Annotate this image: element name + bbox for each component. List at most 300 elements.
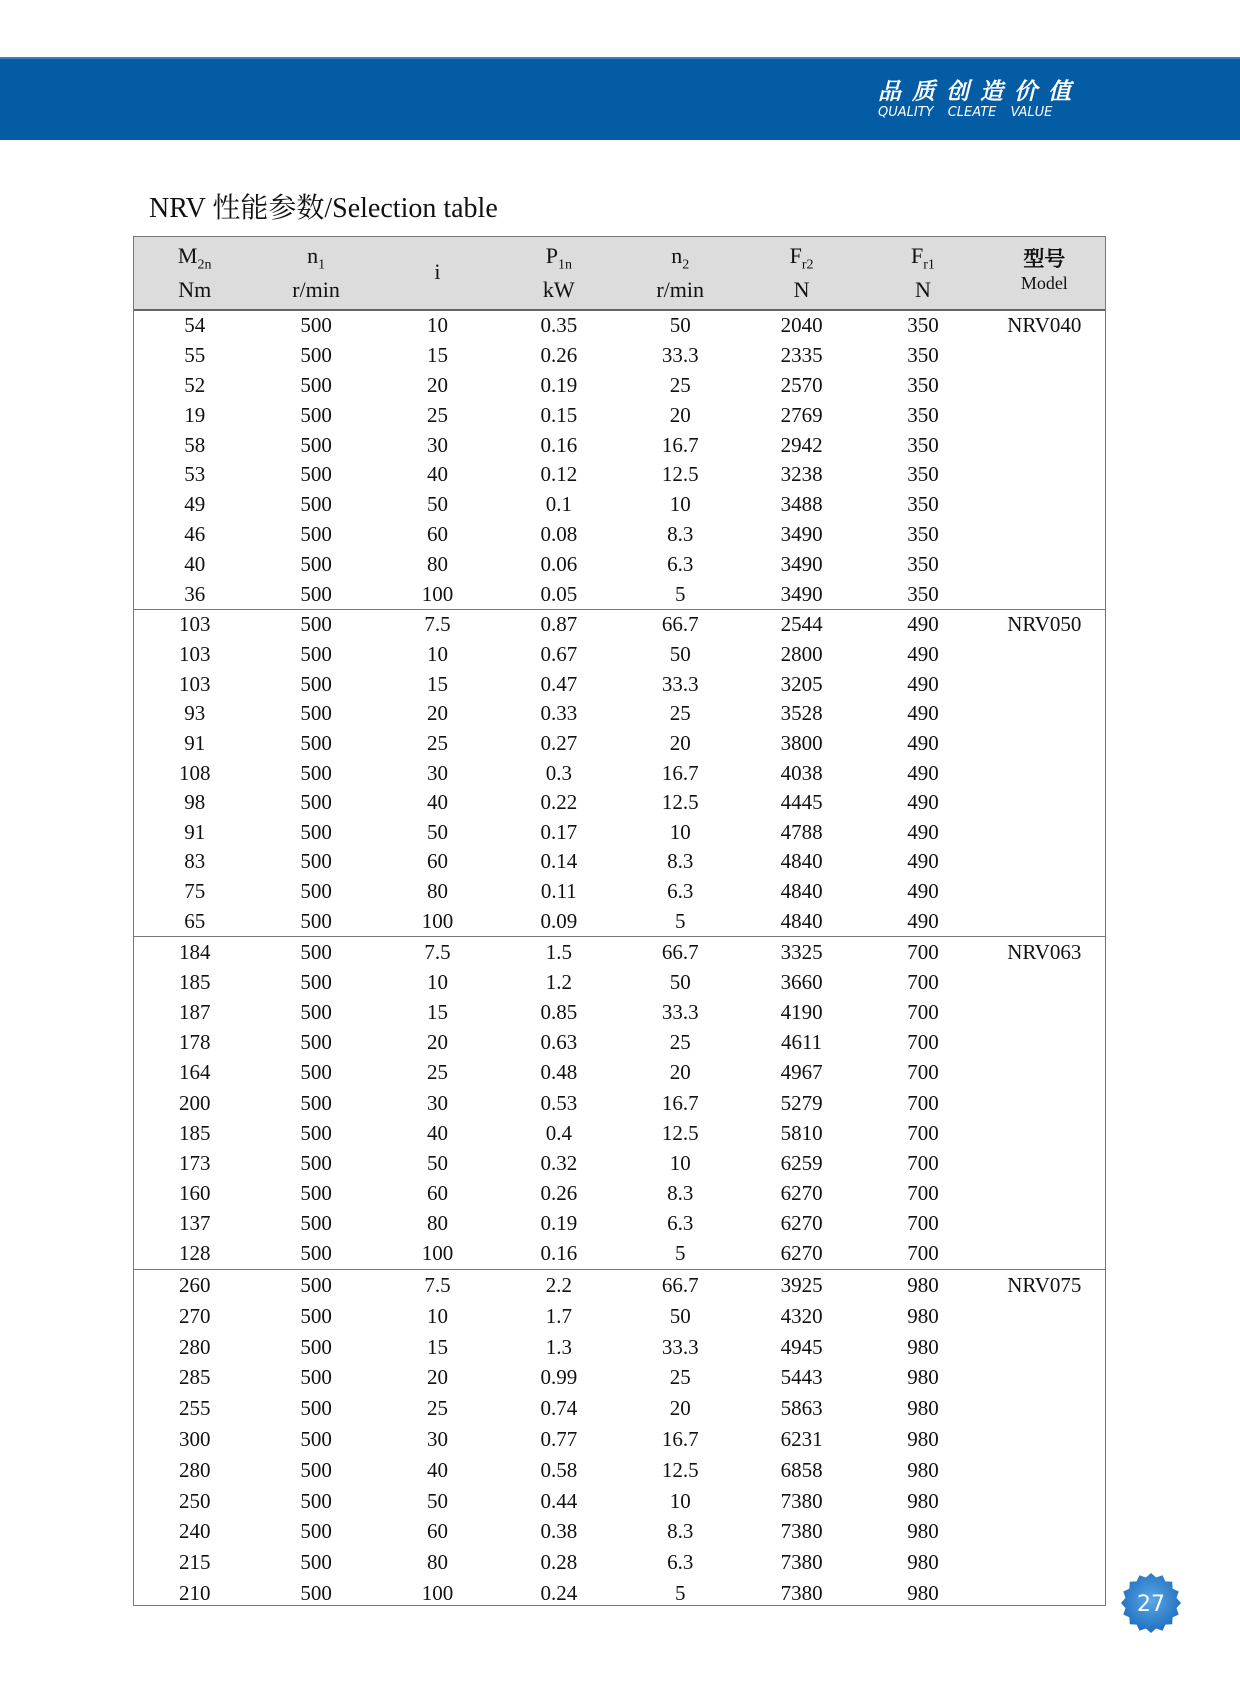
table-cell: 0.15 (540, 402, 578, 427)
table-cell: 50 (669, 641, 691, 666)
table-cell: 1.3 (545, 1334, 572, 1359)
table-cell: 2942 (780, 432, 823, 457)
table-row (134, 699, 1105, 729)
table-cell: 5279 (780, 1090, 823, 1115)
table-cell: 2544 (780, 612, 823, 637)
table-cell: 500 (300, 879, 332, 904)
table-cell: 36 (184, 581, 206, 606)
table-cell: 980 (907, 1581, 939, 1606)
table-cell: 137 (178, 1211, 211, 1236)
table-row (134, 1058, 1105, 1088)
table-cell: 8.3 (667, 521, 694, 546)
table-cell: 350 (907, 492, 939, 517)
table-row (134, 729, 1105, 759)
table-row (134, 758, 1105, 788)
table-cell: 25 (426, 730, 448, 755)
table-cell: 178 (178, 1030, 211, 1055)
table-row (134, 1209, 1105, 1239)
table-cell: 0.09 (540, 908, 578, 933)
table-cell: 3490 (780, 521, 823, 546)
table-cell: 16.7 (661, 432, 699, 457)
table-cell: 4967 (780, 1060, 823, 1085)
slogan-english: QUALITY CLEATE VALUE (878, 105, 1053, 120)
table-cell: 0.26 (540, 1181, 578, 1206)
table-cell: 3528 (780, 701, 823, 726)
table-cell: 260 (178, 1272, 211, 1297)
table-cell: 55 (184, 343, 206, 368)
table-cell: 4611 (780, 1030, 823, 1055)
table-row (134, 1393, 1105, 1424)
table-cell: 500 (300, 1581, 332, 1606)
header-symbol: M (177, 243, 198, 268)
header-unit: Nm (178, 277, 212, 302)
table-cell: 20 (426, 1365, 448, 1390)
table-cell: 25 (669, 701, 691, 726)
table-cell: 0.99 (540, 1365, 578, 1390)
table-cell: 7380 (780, 1519, 823, 1544)
table-cell: 500 (300, 641, 332, 666)
table-cell: 980 (907, 1365, 939, 1390)
model-cell: NRV063 (1007, 939, 1082, 964)
table-cell: 500 (300, 372, 332, 397)
table-cell: 490 (907, 879, 939, 904)
table-cell: 4190 (780, 999, 823, 1024)
table-cell: 350 (907, 462, 939, 487)
header-cell (862, 237, 983, 309)
table-cell: 500 (300, 1030, 332, 1055)
table-cell: 980 (907, 1550, 939, 1575)
header-symbol-wrap (741, 243, 862, 273)
table-cell: 980 (907, 1396, 939, 1421)
table-cell: 500 (300, 819, 332, 844)
table-cell: 280 (178, 1457, 211, 1482)
table-cell: 50 (669, 313, 691, 338)
table-cell: 500 (300, 402, 332, 427)
table-cell: 0.14 (540, 849, 578, 874)
table-row (134, 579, 1105, 609)
table-cell: 33.3 (661, 999, 699, 1024)
table-cell: 700 (907, 1181, 939, 1206)
table-cell: 490 (907, 701, 939, 726)
table-cell: 0.28 (540, 1550, 578, 1575)
table-cell: 0.19 (540, 1211, 578, 1236)
table-cell: 15 (426, 343, 448, 368)
slogan-chinese: 品质创造价值 (878, 79, 1082, 105)
header-unit: N (914, 277, 931, 302)
table-cell: 40 (426, 462, 448, 487)
table-cell: 700 (907, 1211, 939, 1236)
table-cell: 103 (178, 612, 211, 637)
table-row (134, 877, 1105, 907)
table-cell: 500 (300, 462, 332, 487)
page-number: 27 (1137, 1592, 1165, 1617)
table-cell: 980 (907, 1334, 939, 1359)
table-cell: 100 (421, 581, 454, 606)
header-symbol-wrap (862, 243, 983, 273)
table-cell: 490 (907, 819, 939, 844)
table-cell: 80 (426, 879, 448, 904)
table-cell: 20 (669, 730, 691, 755)
table-row (134, 967, 1105, 997)
table-cell: 6.3 (667, 1550, 694, 1575)
table-cell: 93 (184, 701, 206, 726)
table-cell: 215 (178, 1550, 211, 1575)
table-cell: 700 (907, 1150, 939, 1175)
table-cell: 350 (907, 402, 939, 427)
table-cell: 0.58 (540, 1457, 578, 1482)
page-title: NRV 性能参数/Selection table (149, 193, 498, 224)
model-cell: NRV075 (1007, 1272, 1082, 1297)
table-cell: 500 (300, 612, 332, 637)
table-cell: 50 (426, 1488, 448, 1513)
table-cell: 6270 (780, 1211, 823, 1236)
table-cell: 8.3 (667, 1519, 694, 1544)
table-cell: 6270 (780, 1181, 823, 1206)
table-cell: 10 (669, 492, 691, 517)
table-cell: 0.06 (540, 551, 578, 576)
table-cell: 0.27 (540, 730, 578, 755)
table-cell: 490 (907, 612, 939, 637)
table-row (134, 669, 1105, 699)
table-cell: 500 (300, 1150, 332, 1175)
table-cell: 270 (178, 1303, 211, 1328)
table-cell: 128 (178, 1241, 211, 1266)
table-cell: 98 (184, 790, 206, 815)
table-cell: 4945 (780, 1334, 823, 1359)
table-cell: 500 (300, 701, 332, 726)
table-cell: 350 (907, 432, 939, 457)
table-cell: 6259 (780, 1150, 823, 1175)
model-group (134, 610, 1105, 937)
table-cell: 10 (669, 819, 691, 844)
header-subscript: 2 (682, 257, 690, 273)
table-row (134, 1486, 1105, 1517)
table-cell: 60 (426, 1181, 448, 1206)
table-cell: 54 (184, 313, 206, 338)
table-cell: 350 (907, 521, 939, 546)
header-cell (134, 237, 255, 309)
model-cell: NRV050 (1007, 612, 1082, 637)
table-cell: 240 (178, 1519, 211, 1544)
table-cell: 980 (907, 1457, 939, 1482)
header-subscript: r2 (801, 257, 814, 273)
table-row (134, 400, 1105, 430)
table-cell: 108 (178, 760, 211, 785)
table-cell: 0.32 (540, 1150, 578, 1175)
table-cell: 700 (907, 1120, 939, 1145)
table-cell: 20 (426, 701, 448, 726)
table-cell: 700 (907, 969, 939, 994)
table-cell: 500 (300, 730, 332, 755)
table-cell: 185 (178, 1120, 211, 1145)
table-cell: 12.5 (661, 1457, 699, 1482)
table-cell: 500 (300, 671, 332, 696)
table-header (134, 237, 1105, 311)
table-cell: 30 (426, 760, 448, 785)
table-cell: 0.12 (540, 462, 578, 487)
table-cell: 500 (300, 1488, 332, 1513)
table-cell: 3488 (780, 492, 823, 517)
header-unit: Model (1020, 273, 1068, 293)
table-cell: 700 (907, 999, 939, 1024)
header-symbol-wrap (498, 243, 619, 273)
header-subscript: 1 (318, 257, 326, 273)
table-cell: 500 (300, 1334, 332, 1359)
table-cell: 16.7 (661, 1090, 699, 1115)
table-cell: 6270 (780, 1241, 823, 1266)
table-cell: 185 (178, 969, 211, 994)
table-cell: 500 (300, 849, 332, 874)
table-cell: 60 (426, 849, 448, 874)
table-cell: 500 (300, 492, 332, 517)
table-cell: 490 (907, 730, 939, 755)
table-cell: 500 (300, 1365, 332, 1390)
page-number-badge (1120, 1572, 1182, 1634)
table-cell: 280 (178, 1334, 211, 1359)
table-cell: 700 (907, 939, 939, 964)
table-row (134, 1028, 1105, 1058)
header-symbol: 型号 (1023, 247, 1066, 271)
table-cell: 6.3 (667, 879, 694, 904)
table-cell: 20 (669, 402, 691, 427)
table-cell: 4788 (780, 819, 823, 844)
table-cell: 52 (184, 372, 206, 397)
table-cell: 4840 (780, 908, 823, 933)
table-cell: 0.17 (540, 819, 578, 844)
table-cell: 350 (907, 372, 939, 397)
table-cell: 210 (178, 1581, 211, 1606)
table-cell: 25 (426, 1060, 448, 1085)
table-cell: 12.5 (661, 790, 699, 815)
table-cell: 500 (300, 1272, 332, 1297)
table-cell: 6858 (780, 1457, 823, 1482)
table-cell: 3490 (780, 581, 823, 606)
table-cell: 8.3 (667, 849, 694, 874)
table-cell: 33.3 (661, 671, 699, 696)
header-banner (0, 57, 1240, 140)
table-cell: 3325 (780, 939, 823, 964)
table-cell: 500 (300, 1303, 332, 1328)
table-cell: 350 (907, 581, 939, 606)
table-cell: 490 (907, 790, 939, 815)
header-symbol: F (910, 243, 924, 268)
table-cell: 4038 (780, 760, 823, 785)
table-cell: 164 (178, 1060, 211, 1085)
table-cell: 40 (426, 1457, 448, 1482)
table-cell: 10 (426, 1303, 448, 1328)
table-cell: 15 (426, 999, 448, 1024)
table-cell: 2.2 (545, 1272, 572, 1297)
table-cell: 100 (421, 1241, 454, 1266)
table-cell: 500 (300, 999, 332, 1024)
model-group (134, 1270, 1105, 1609)
table-cell: 10 (426, 313, 448, 338)
table-row (134, 490, 1105, 520)
table-cell: 15 (426, 671, 448, 696)
table-cell: 10 (426, 969, 448, 994)
table-cell: 0.87 (540, 612, 578, 637)
table-row (134, 937, 1105, 967)
table-cell: 0.05 (540, 581, 578, 606)
table-cell: 250 (178, 1488, 211, 1513)
table-cell: 12.5 (661, 1120, 699, 1145)
table-row (134, 997, 1105, 1027)
table-cell: 500 (300, 1120, 332, 1145)
table-cell: 350 (907, 313, 939, 338)
table-cell: 40 (426, 790, 448, 815)
table-cell: 58 (184, 432, 206, 457)
table-cell: 285 (178, 1365, 211, 1390)
table-cell: 0.77 (540, 1426, 578, 1451)
table-cell: 2335 (780, 343, 823, 368)
header-symbol: P (545, 243, 558, 268)
header-cell (620, 237, 741, 309)
header-unit: kW (542, 277, 575, 302)
table-cell: 5 (674, 908, 686, 933)
header-subscript: 2n (197, 257, 212, 273)
table-cell: 0.63 (540, 1030, 578, 1055)
table-cell: 25 (669, 372, 691, 397)
table-row (134, 430, 1105, 460)
table-cell: 3800 (780, 730, 823, 755)
table-row (134, 1547, 1105, 1578)
table-cell: 0.47 (540, 671, 578, 696)
table-cell: 0.16 (540, 432, 578, 457)
table-cell: 0.1 (545, 492, 572, 517)
table-cell: 7.5 (424, 1272, 451, 1297)
header-symbol-wrap (620, 243, 741, 273)
table-row (134, 1239, 1105, 1269)
header-unit: r/min (656, 277, 705, 302)
table-cell: 25 (426, 1396, 448, 1421)
table-row (134, 640, 1105, 670)
table-cell: 40 (184, 551, 206, 576)
table-cell: 30 (426, 1426, 448, 1451)
table-cell: 7.5 (424, 939, 451, 964)
table-cell: 500 (300, 551, 332, 576)
table-cell: 66.7 (661, 1272, 699, 1297)
table-cell: 490 (907, 671, 939, 696)
table-cell: 83 (184, 849, 206, 874)
model-cell: NRV040 (1007, 313, 1082, 338)
table-cell: 980 (907, 1272, 939, 1297)
table-cell: 0.26 (540, 343, 578, 368)
table-cell: 6231 (780, 1426, 823, 1451)
table-cell: 25 (426, 402, 448, 427)
header-symbol: i (434, 259, 441, 284)
table-row (134, 1179, 1105, 1209)
header-cell (498, 237, 619, 309)
table-cell: 80 (426, 551, 448, 576)
table-row (134, 371, 1105, 401)
header-symbol: F (789, 243, 802, 268)
table-cell: 500 (300, 760, 332, 785)
table-cell: 0.85 (540, 999, 578, 1024)
table-cell: 50 (426, 1150, 448, 1175)
table-cell: 173 (178, 1150, 211, 1175)
table-cell: 184 (178, 939, 211, 964)
table-cell: 350 (907, 343, 939, 368)
table-cell: 75 (184, 879, 206, 904)
table-cell: 500 (300, 1211, 332, 1236)
header-cell (741, 237, 862, 309)
table-cell: 15 (426, 1334, 448, 1359)
table-cell: 20 (426, 1030, 448, 1055)
table-cell: 187 (178, 999, 211, 1024)
table-cell: 30 (426, 1090, 448, 1115)
table-cell: 490 (907, 849, 939, 874)
table-cell: 980 (907, 1303, 939, 1328)
table-cell: 8.3 (667, 1181, 694, 1206)
table-cell: 103 (178, 641, 211, 666)
table-cell: 490 (907, 641, 939, 666)
table-cell: 500 (300, 790, 332, 815)
table-cell: 4840 (780, 879, 823, 904)
table-cell: 4445 (780, 790, 823, 815)
table-cell: 2769 (780, 402, 823, 427)
table-cell: 0.38 (540, 1519, 578, 1544)
table-cell: 7380 (780, 1488, 823, 1513)
table-cell: 200 (178, 1090, 211, 1115)
table-cell: 500 (300, 343, 332, 368)
table-cell: 0.74 (540, 1396, 578, 1421)
table-cell: 0.4 (545, 1120, 572, 1145)
table-cell: 19 (184, 402, 206, 427)
table-row (134, 847, 1105, 877)
table-row (134, 549, 1105, 579)
model-group (134, 311, 1105, 610)
table-cell: 500 (300, 1060, 332, 1085)
table-cell: 66.7 (661, 612, 699, 637)
table-cell: 0.22 (540, 790, 578, 815)
header-symbol-wrap (134, 243, 255, 273)
table-cell: 80 (426, 1211, 448, 1236)
table-row (134, 1424, 1105, 1455)
table-cell: 700 (907, 1090, 939, 1115)
table-cell: 500 (300, 1550, 332, 1575)
table-cell: 4840 (780, 849, 823, 874)
table-cell: 1.5 (545, 939, 572, 964)
table-row (134, 1301, 1105, 1332)
table-cell: 5 (674, 1581, 686, 1606)
table-cell: 50 (669, 969, 691, 994)
header-cell (255, 237, 376, 309)
table-cell: 25 (669, 1030, 691, 1055)
table-cell: 500 (300, 1181, 332, 1206)
header-cell (984, 237, 1105, 309)
table-row (134, 1455, 1105, 1486)
table-cell: 980 (907, 1426, 939, 1451)
table-cell: 500 (300, 581, 332, 606)
table-cell: 0.08 (540, 521, 578, 546)
header-unit: N (793, 277, 810, 302)
table-cell: 500 (300, 432, 332, 457)
table-row (134, 788, 1105, 818)
table-cell: 0.35 (540, 313, 578, 338)
table-cell: 500 (300, 1519, 332, 1544)
table-row (134, 1332, 1105, 1363)
table-row (134, 1118, 1105, 1148)
table-cell: 0.33 (540, 701, 578, 726)
table-row (134, 1270, 1105, 1301)
table-cell: 5 (674, 581, 686, 606)
header-symbol: n (671, 243, 683, 268)
table-cell: 700 (907, 1241, 939, 1266)
table-cell: 3490 (780, 551, 823, 576)
header-symbol-wrap (255, 243, 376, 273)
table-cell: 500 (300, 939, 332, 964)
table-cell: 3205 (780, 671, 823, 696)
